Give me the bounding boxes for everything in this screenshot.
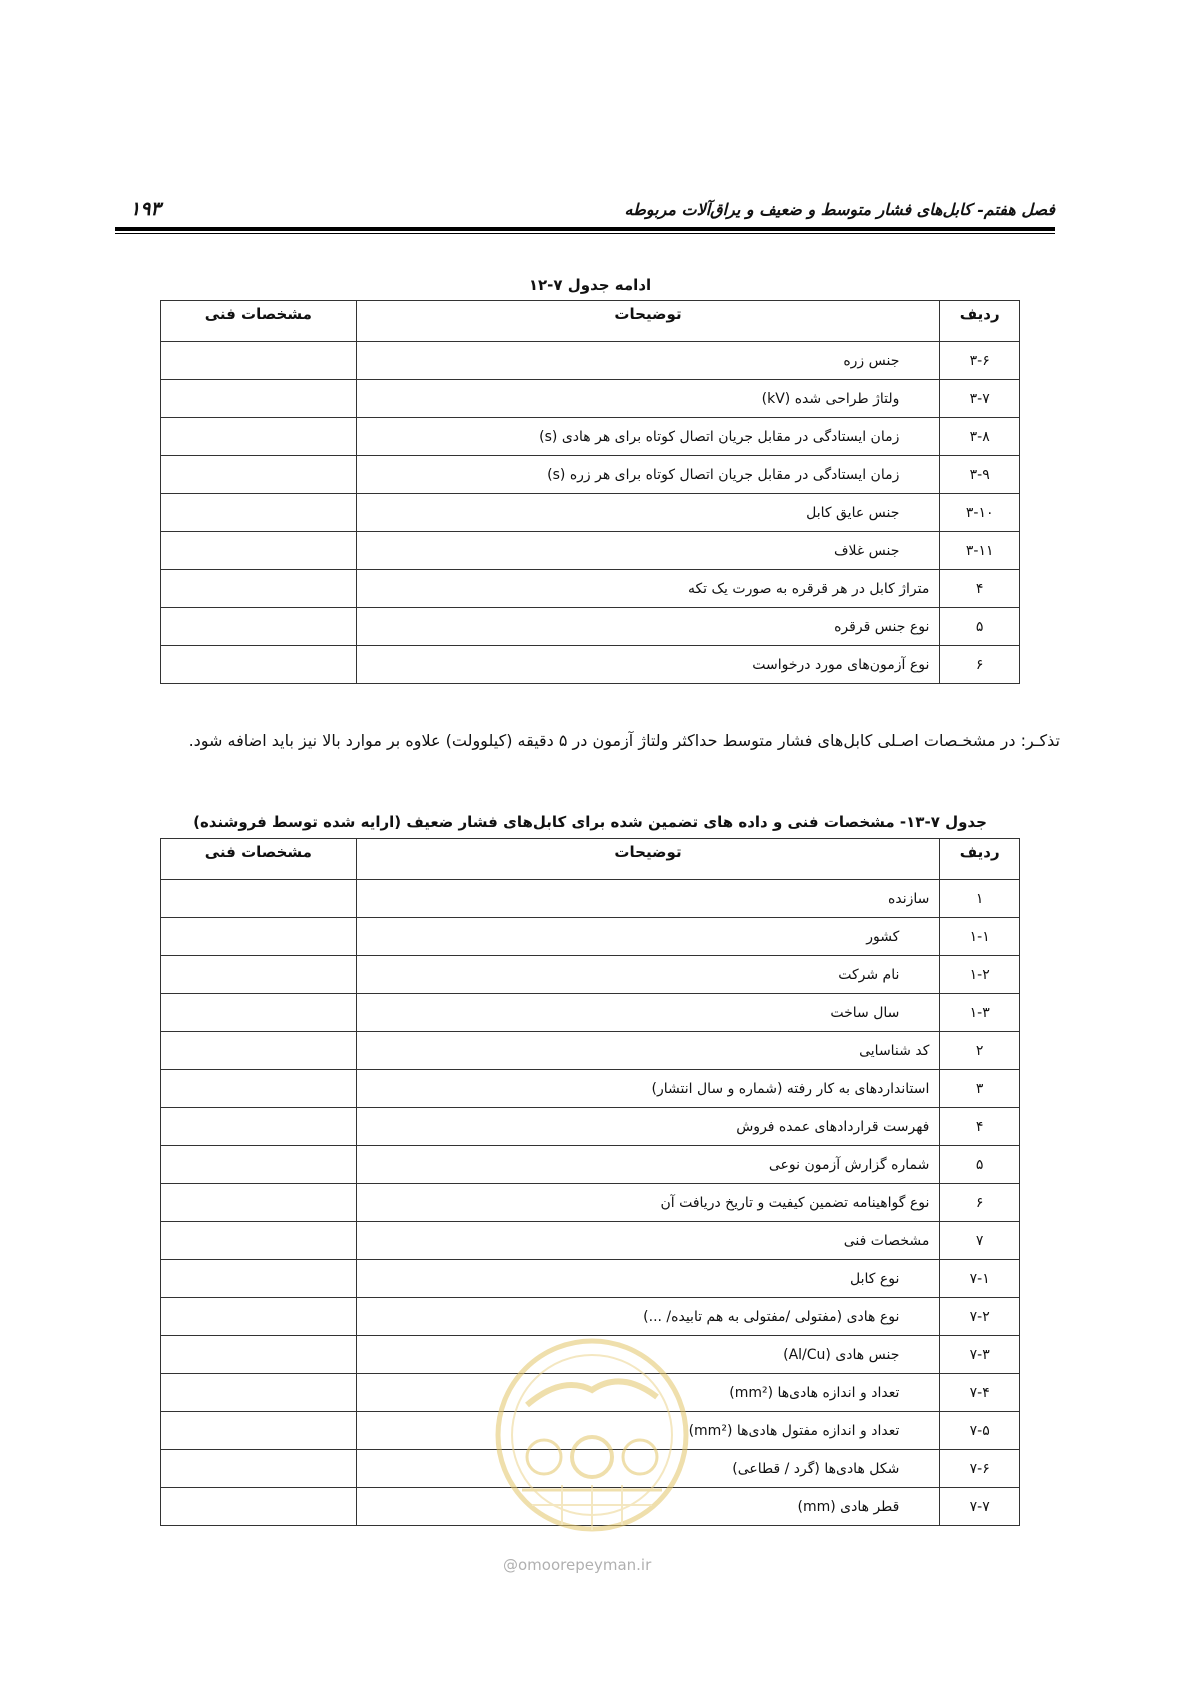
spec-cell[interactable] [161,1108,357,1146]
spec-cell[interactable] [161,1336,357,1374]
spec-cell[interactable] [161,342,357,380]
row-number-cell: ۱-۲ [940,956,1020,994]
row-number-cell: ۷-۴ [940,1374,1020,1412]
spec-cell[interactable] [161,1222,357,1260]
description-cell: سازنده [356,880,940,918]
table-row [161,570,1020,608]
row-number-cell: ۳-۱۰ [940,494,1020,532]
description-cell: نوع کابل [356,1260,940,1298]
table-row [161,494,1020,532]
row-number-cell: ۱-۳ [940,994,1020,1032]
description-cell: جنس عایق کابل [356,494,940,532]
watermark-caption: @omoorepeyman.ir [503,1556,652,1574]
description-cell: زمان ایستادگی در مقابل جریان اتصال کوتاه برای هر زره (s) [356,456,940,494]
description-cell: سال ساخت [356,994,940,1032]
table-row [161,1222,1020,1260]
spec-cell[interactable] [161,494,357,532]
table-row [161,342,1020,380]
description-cell: نوع هادی (مفتولی /مفتولی به هم تابیده/ ...) [356,1298,940,1336]
table1-caption: ادامه جدول ۷-۱۲ [528,276,652,294]
table-row [161,1260,1020,1298]
table-row [161,1032,1020,1070]
row-number-cell: ۳-۶ [940,342,1020,380]
row-number-cell: ۳ [940,1070,1020,1108]
header-row-number: ردیف [940,839,1020,880]
row-number-cell: ۷-۲ [940,1298,1020,1336]
spec-cell[interactable] [161,880,357,918]
row-number-cell: ۷-۵ [940,1412,1020,1450]
table-row [161,1108,1020,1146]
spec-cell[interactable] [161,994,357,1032]
spec-cell[interactable] [161,1374,357,1412]
spec-cell[interactable] [161,1260,357,1298]
description-cell: زمان ایستادگی در مقابل جریان اتصال کوتاه برای هر هادی (s) [356,418,940,456]
spec-cell[interactable] [161,570,357,608]
description-cell: جنس زره [356,342,940,380]
spec-cell[interactable] [161,380,357,418]
description-cell: تعداد و اندازه هادی‌ها (mm²) [356,1374,940,1412]
spec-cell[interactable] [161,918,357,956]
watermark-seal-icon [492,1335,692,1540]
table1-body [161,342,1020,684]
table-row [161,456,1020,494]
table-header-row [161,301,1020,342]
spec-cell[interactable] [161,1488,357,1526]
row-number-cell: ۷-۶ [940,1450,1020,1488]
spec-cell[interactable] [161,1298,357,1336]
description-cell: تعداد و اندازه مفتول هادی‌ها (mm²) [356,1412,940,1450]
row-number-cell: ۷-۱ [940,1260,1020,1298]
table-row [161,1298,1020,1336]
row-number-cell: ۶ [940,1184,1020,1222]
header-rule-thin [115,233,1055,234]
description-cell: ولتاژ طراحی شده (kV) [356,380,940,418]
spec-cell[interactable] [161,1412,357,1450]
description-cell: مشخصات فنی [356,1222,940,1260]
description-cell: کشور [356,918,940,956]
header-row-number: ردیف [940,301,1020,342]
description-cell: نام شرکت [356,956,940,994]
row-number-cell: ۳-۹ [940,456,1020,494]
table1 [160,300,1020,684]
row-number-cell: ۵ [940,608,1020,646]
table-row [161,918,1020,956]
table-row [161,880,1020,918]
spec-cell[interactable] [161,532,357,570]
row-number-cell: ۱ [940,880,1020,918]
spec-cell[interactable] [161,1070,357,1108]
row-number-cell: ۴ [940,1108,1020,1146]
table-row [161,418,1020,456]
spec-cell[interactable] [161,1184,357,1222]
header-spec: مشخصات فنی [161,301,357,342]
table2-caption: جدول ۷-۱۳- مشخصات فنی و داده های تضمین شده برای کابل‌های فشار ضعیف (ارایه شده توسط فروشنده) [193,813,987,831]
spec-cell[interactable] [161,418,357,456]
row-number-cell: ۶ [940,646,1020,684]
description-cell: جنس هادی (Al/Cu) [356,1336,940,1374]
row-number-cell: ۳-۸ [940,418,1020,456]
row-number-cell: ۲ [940,1032,1020,1070]
description-cell: نوع آزمون‌های مورد درخواست [356,646,940,684]
row-number-cell: ۷-۷ [940,1488,1020,1526]
spec-cell[interactable] [161,456,357,494]
spec-cell[interactable] [161,608,357,646]
table-row [161,608,1020,646]
page-header [115,196,1055,236]
description-cell: استانداردهای به کار رفته (شماره و سال انتشار) [356,1070,940,1108]
description-cell: قطر هادی (mm) [356,1488,940,1526]
header-description: توضیحات [356,839,940,880]
table-row [161,380,1020,418]
table-row [161,1146,1020,1184]
table-header-row [161,839,1020,880]
table-row [161,994,1020,1032]
row-number-cell: ۳-۱۱ [940,532,1020,570]
description-cell: نوع جنس قرقره [356,608,940,646]
spec-cell[interactable] [161,1450,357,1488]
row-number-cell: ۷-۳ [940,1336,1020,1374]
table-row [161,1070,1020,1108]
row-number-cell: ۴ [940,570,1020,608]
page-number: ۱۹۳ [130,198,161,220]
header-rule [115,227,1055,231]
description-cell: شماره گزارش آزمون نوعی [356,1146,940,1184]
table-row [161,1184,1020,1222]
row-number-cell: ۱-۱ [940,918,1020,956]
spec-cell[interactable] [161,646,357,684]
spec-cell[interactable] [161,956,357,994]
spec-cell[interactable] [161,1032,357,1070]
table-row [161,532,1020,570]
header-description: توضیحات [356,301,940,342]
description-cell: فهرست قراردادهای عمده فروش [356,1108,940,1146]
header-spec: مشخصات فنی [161,839,357,880]
watermark-logo [492,1335,692,1540]
table-row [161,956,1020,994]
spec-cell[interactable] [161,1146,357,1184]
table-row [161,646,1020,684]
note-paragraph: تذکـر: در مشخـصات اصـلی کابل‌های فشار متوسط حداکثر ولتاژ آزمون در ۵ دقیقه (کیلوولت) علاوه بر موارد بالا نیز باید اضافه شود. [188,731,1060,750]
chapter-title: فصل هفتم- کابل‌های فشار متوسط و ضعیف و یراق‌آلات مربوطه [624,200,1055,219]
description-cell: نوع گواهینامه تضمین کیفیت و تاریخ دریافت آن [356,1184,940,1222]
row-number-cell: ۵ [940,1146,1020,1184]
description-cell: کد شناسایی [356,1032,940,1070]
row-number-cell: ۷ [940,1222,1020,1260]
description-cell: متراژ کابل در هر قرقره به صورت یک تکه [356,570,940,608]
description-cell: شکل هادی‌ها (گرد / قطاعی) [356,1450,940,1488]
description-cell: جنس غلاف [356,532,940,570]
row-number-cell: ۳-۷ [940,380,1020,418]
